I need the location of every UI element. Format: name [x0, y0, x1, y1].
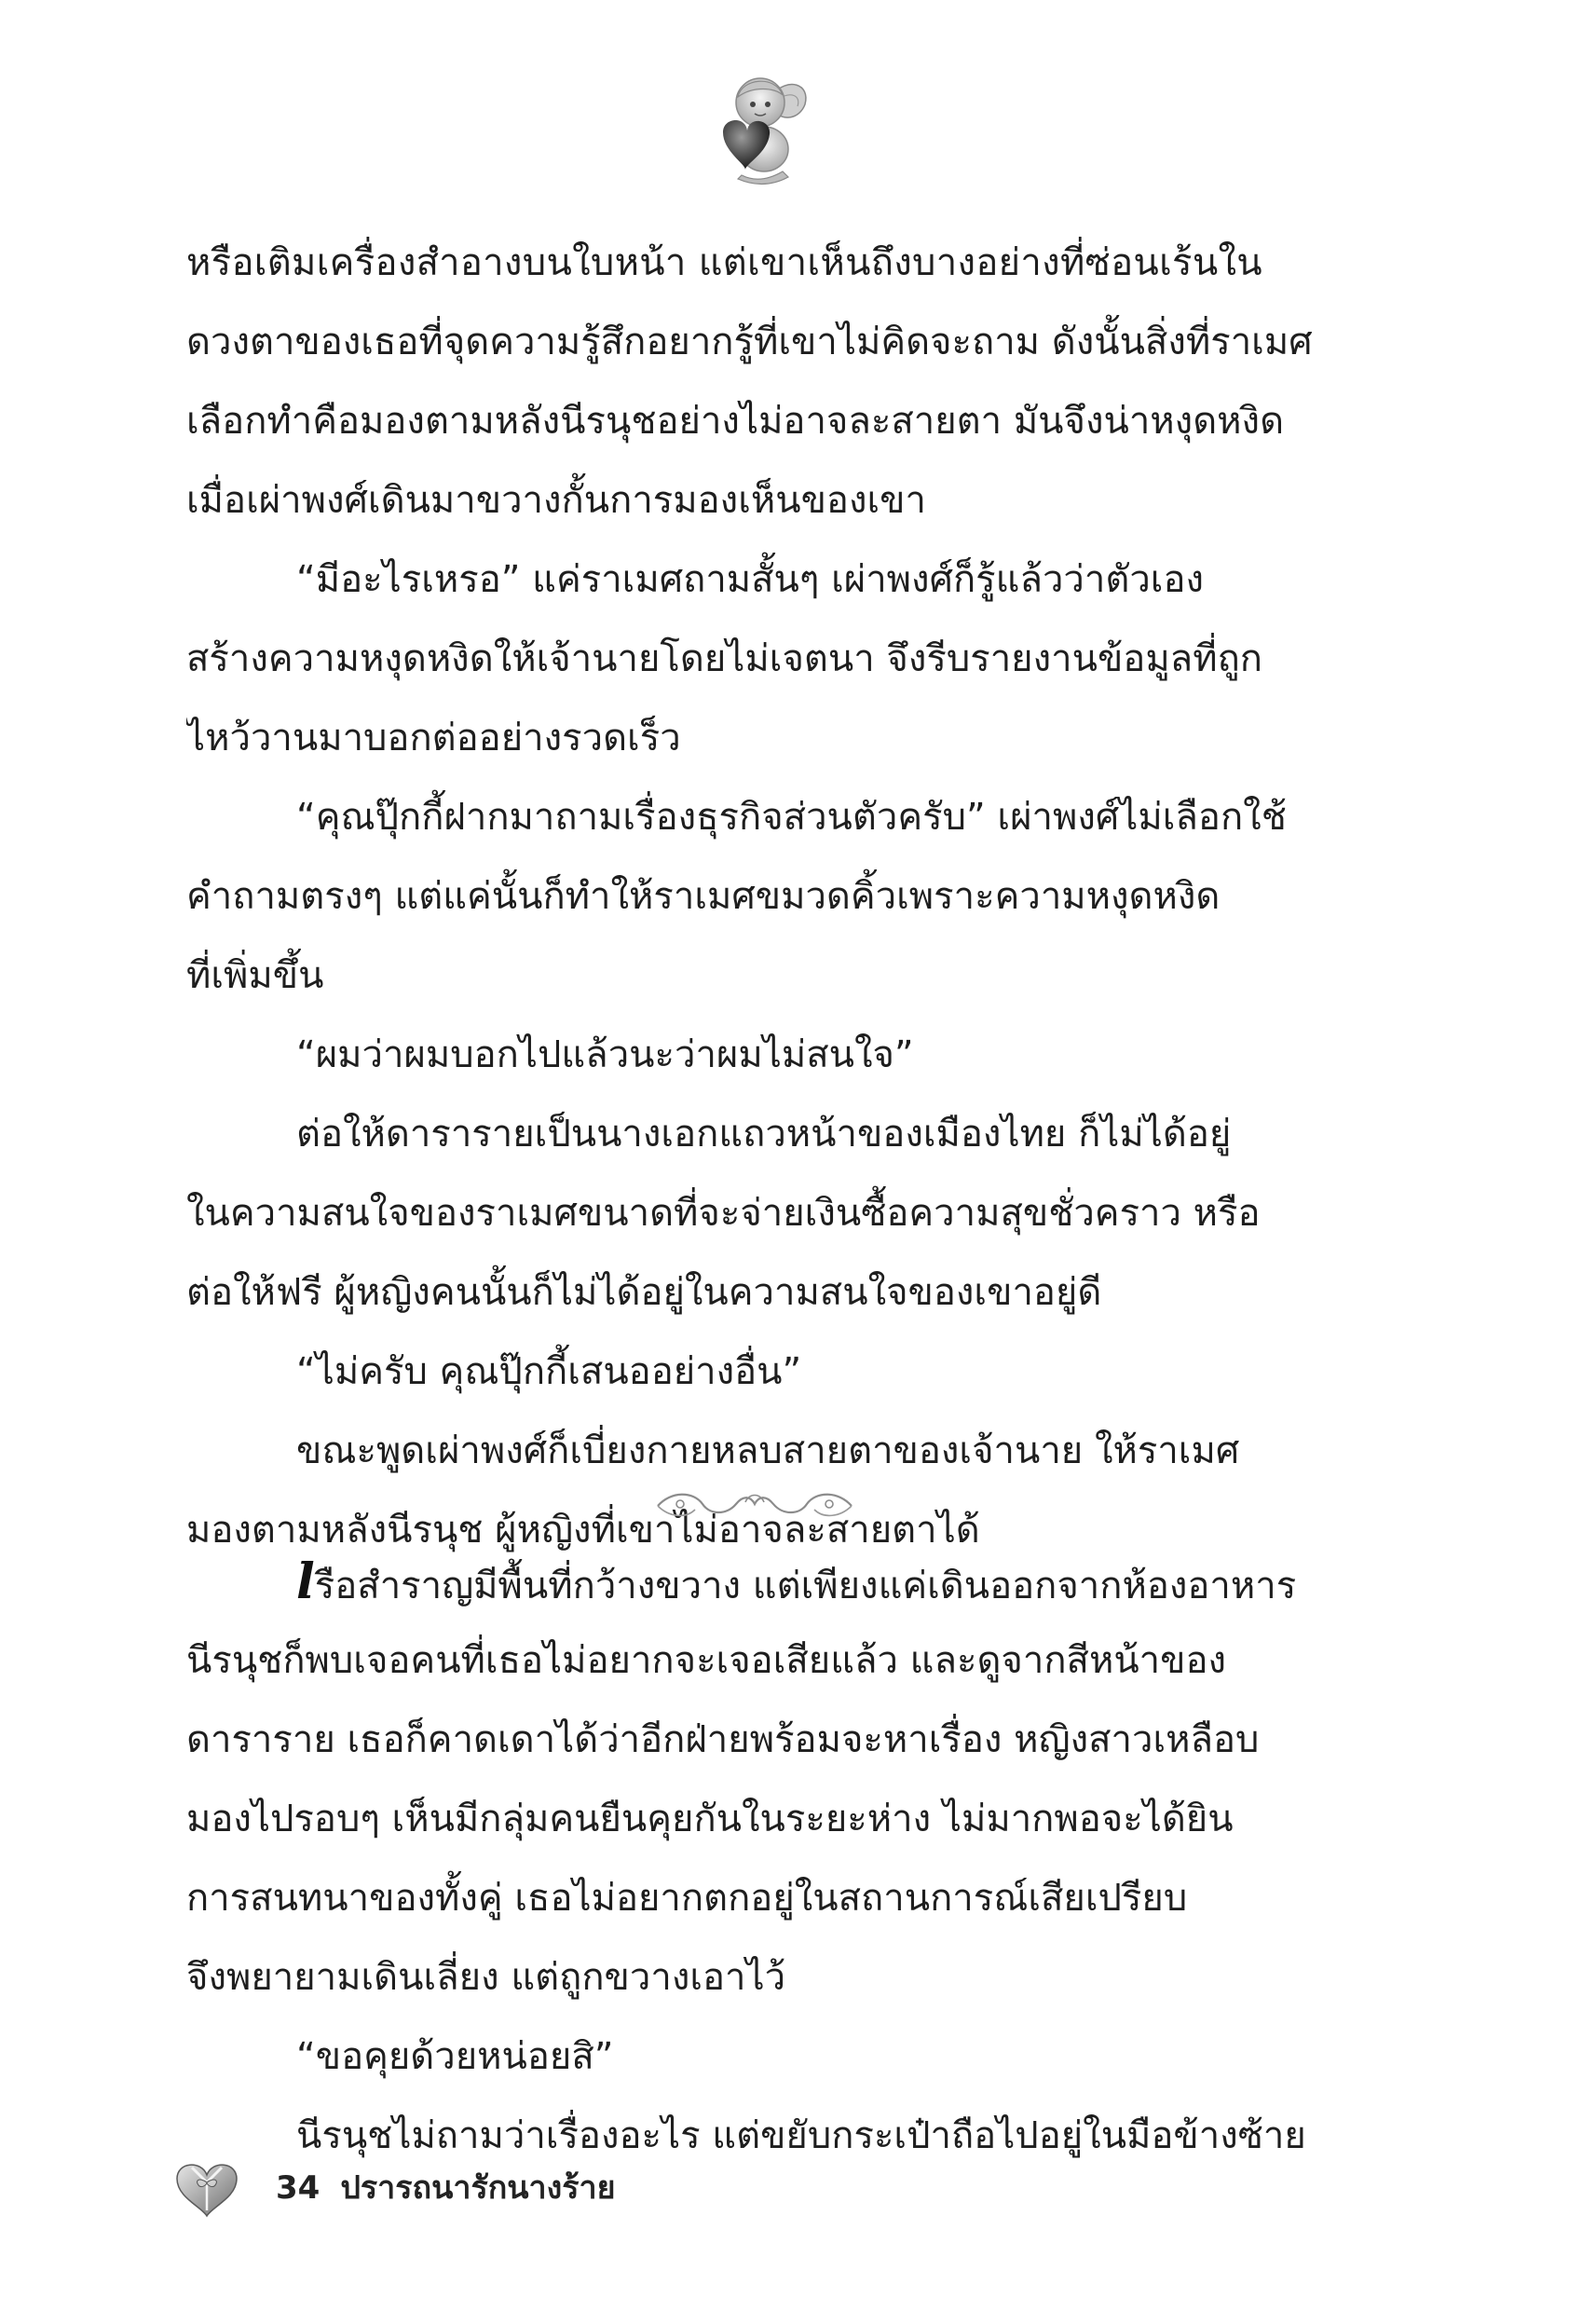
paragraph-line: หรือเติมเครื่องสำอางบนใบหน้า แต่เขาเห็นถึงบางอย่างที่ซ่อนเร้นใน	[186, 241, 1262, 284]
paragraph-line: “คุณปุ๊กกี้ฝากมาถามเรื่องธุรกิจส่วนตัวครับ” เผ่าพงศ์ไม่เลือกใช้	[296, 796, 1287, 839]
paragraph-line: ที่เพิ่มขึ้น	[186, 954, 324, 997]
paragraph-line: ดวงตาของเธอที่จุดความรู้สึกอยากรู้ที่เขาไม่คิดจะถาม ดังนั้นสิ่งที่ราเมศ	[186, 321, 1313, 363]
book-title: ปรารถนารักนางร้าย	[340, 2169, 616, 2207]
paragraph-line: “ผมว่าผมบอกไปแล้วนะว่าผมไม่สนใจ”	[296, 1033, 914, 1076]
paragraph-line: มองไปรอบๆ เห็นมีกลุ่มคนยืนคุยกันในระยะห่าง ไม่มากพอจะได้ยิน	[186, 1798, 1234, 1840]
paragraph-line: การสนทนาของทั้งคู่ เธอไม่อยากตกอยู่ในสถานการณ์เสียเปรียบ	[186, 1877, 1188, 1920]
paragraph-line: สร้างความหงุดหงิดให้เจ้านายโดยไม่เจตนา จึงรีบรายงานข้อมูลที่ถูก	[186, 637, 1262, 680]
page-number: 34	[276, 2169, 321, 2207]
paragraph-line: “ไม่ครับ คุณปุ๊กกี้เสนออย่างอื่น”	[296, 1350, 802, 1393]
paragraph-line: นีรนุชไม่ถามว่าเรื่องอะไร แต่ขยับกระเป๋าถือไปอยู่ในมือข้างซ้าย	[296, 2114, 1306, 2157]
paragraph-line: ดาราราย เธอก็คาดเดาได้ว่าอีกฝ่ายพร้อมจะหาเรื่อง หญิงสาวเหลือบ	[186, 1718, 1260, 1761]
paragraph-line: เมื่อเผ่าพงศ์เดินมาขวางกั้นการมองเห็นของเขา	[186, 479, 926, 522]
paragraph-text: รือสำราญมีพื้นที่กว้างขวาง แต่เพียงแค่เดินออกจากห้องอาหาร	[314, 1565, 1297, 1607]
cupid-heart-icon	[686, 67, 816, 188]
paragraph-line: จึงพยายามเดินเลี่ยง แต่ถูกขวางเอาไว้	[186, 1956, 786, 1999]
drop-cap: l	[296, 1553, 315, 1610]
heart-bow-icon	[171, 2154, 242, 2220]
flourish-divider-icon	[652, 1484, 857, 1526]
section-one	[186, 224, 1325, 1570]
section-two	[186, 1542, 1325, 2176]
paragraph-line: “มีอะไรเหรอ” แค่ราเมศถามสั้นๆ เผ่าพงศ์ก็รู้แล้วว่าตัวเอง	[296, 558, 1205, 601]
paragraph-line: ในความสนใจของราเมศขนาดที่จะจ่ายเงินซื้อความสุขชั่วคราว หรือ	[186, 1192, 1261, 1235]
paragraph-line: ขณะพูดเผ่าพงศ์ก็เบี่ยงกายหลบสายตาของเจ้านาย ให้ราเมศ	[296, 1429, 1240, 1472]
paragraph-line: มองตามหลังนีรนุช ผู้หญิงที่เขาไม่อาจละสายตาได้	[186, 1509, 980, 1552]
paragraph-line	[186, 1542, 1325, 1621]
paragraph-line: ไหว้วานมาบอกต่ออย่างรวดเร็ว	[186, 717, 681, 759]
paragraph-line: นีรนุชก็พบเจอคนที่เธอไม่อยากจะเจอเสียแล้ว และดูจากสีหน้าของ	[186, 1639, 1227, 1682]
paragraph-line: เลือกทำคือมองตามหลังนีรนุชอย่างไม่อาจละสายตา มันจึงน่าหงุดหงิด	[186, 400, 1285, 443]
page-footer	[276, 2160, 616, 2216]
paragraph-line: ต่อให้ดารารายเป็นนางเอกแถวหน้าของเมืองไทย ก็ไม่ได้อยู่	[296, 1113, 1232, 1156]
paragraph-line: ต่อให้ฟรี ผู้หญิงคนนั้นก็ไม่ได้อยู่ในความสนใจของเขาอยู่ดี	[186, 1271, 1102, 1314]
paragraph-line: “ขอคุยด้วยหน่อยสิ”	[296, 2035, 614, 2078]
paragraph-line: คำถามตรงๆ แต่แค่นั้นก็ทำให้ราเมศขมวดคิ้วเพราะความหงุดหงิด	[186, 875, 1221, 918]
